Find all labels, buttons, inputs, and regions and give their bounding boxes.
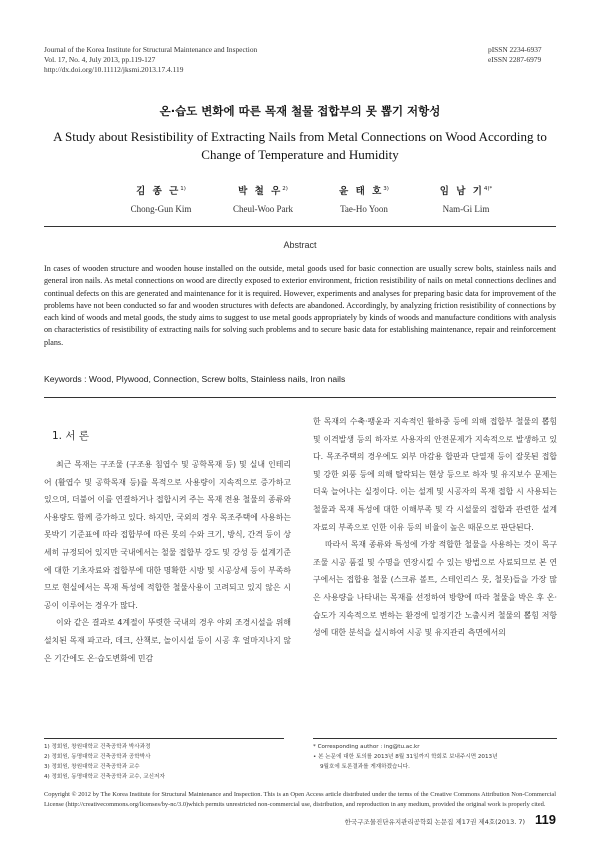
right-column [313,413,557,642]
footnote-rule-right [313,738,557,739]
author-3-en: Tae-Ho Yoon [340,204,388,214]
discussion-note-2: 9월호에 토론결과를 게재하겠습니다. [320,764,410,770]
author-3-ko: 윤 태 호 [339,186,384,197]
footnote-3: 3) 정회원, 창원대학교 건축공학과 교수 [44,764,140,770]
author-4-en: Nam-Gi Lim [442,204,490,214]
journal-name: Journal of the Korea Institute for Structural Maintenance and Inspection [44,45,258,54]
copyright-notice: Copyright © 2012 by The Korea Institute for Structural Maintenance and Inspection. This is an Open Access article distributed under the terms of the Creative Commons Attribution Non-Commercial License (http://creativecommons.org/licenses/by-nc/3.0)which permits unrestricted non-commercial use, distribution, and reproduction in any medium, provided the original work is properly cited. [44,791,556,808]
right-paragraph-2: 따라서 목재 종류와 특성에 가장 적합한 철물을 사용하는 것이 목구조물 시공 품질 및 수명을 연장시킬 수 있는 방법으로 사료되므로 본 연구에서는 접합용 철물 (스크류 볼트, 스테인리스 못, 철못)들을 가장 많은 사용량을 나타내는 목재를 선정하여 방향에 따라 철물을 박은 후 온·습도가 지속적으로 변하는 환경에 일정기간 노출시켜 철물의 뽑힘 저항성에 대한 분석을 실시하여 시공 및 유지관리 측면에서의 [313,540,557,638]
abstract-heading: Abstract [283,240,317,250]
footnotes-right [313,742,557,772]
author-1-ko: 김 종 근 [136,186,181,197]
author-2-ko: 박 철 우 [238,186,283,197]
author-1-en: Chong-Gun Kim [130,204,192,214]
footnote-1: 1) 정회원, 창원대학교 건축공학과 박사과정 [44,744,151,750]
author-2-en: Cheul-Woo Park [232,204,294,214]
author-4-ko: 임 남 기 [439,186,484,197]
journal-header [44,45,257,75]
left-paragraph-2: 이와 같은 결과로 4계절이 뚜렷한 국내의 경우 야외 조경시설을 위해 설치된 목재 파고라, 데크, 산책로, 놀이시설 등이 시공 후 얼마지나지 않은 기간에도 온·습도변화에 민감 [44,618,291,663]
issn-block [488,45,542,65]
title-english: A Study about Resistibility of Extracting Nails from Metal Connections on Wood According to Change of Temperature and Humidity [53,129,547,162]
left-paragraph-1: 최근 목재는 구조물 (구조용 침엽수 및 공학목재 등) 및 실내 인테리어 (활엽수 및 공학목재 등)를 목적으로 사용량이 지속적으로 증가하고 있으며, 더불어 이를 연결하거나 접합시켜 주는 목재 전용 철물의 종류와 사용량도 함께 증가하고 있다. 하지만, 국외의 경우 목조주택에 사용하는 못박기 기준표에 따라 접합부에 따른 못의 수와 크기, 방식, 간격 등이 상세히 규정되어 있지만 국내에서는 철물 접합부 강도 및 강성 등 설계기준에 대한 기초자료와 접합부에 대한 명확한 시방 및 시공상세 등이 부족하므로 현실에서는 목재 특성에 적합한 철물사용이 고려되고 있지 않은 시공이 이루어는 경우가 많다. [44,460,291,610]
right-paragraph-1: 한 목재의 수축·팽윤과 지속적인 활하중 등에 의해 접합부 철물의 뽑힘 및 이격발생 등의 하자로 사용자의 안전문제가 지속적으로 발생하고 있다. 목조주택의 경우에도 외부 마감용 합판과 단열재 등이 잘못된 접합 및 강한 외풍 등에 의해 탈락되는 현상 등으로 하자 및 유지보수 문제는 더욱 늘어나는 실정이다. 이는 설계 및 시공자의 목재 접합 시 사용되는 철물과 목재 특성에 대한 이해부족 및 각 시설물의 접합과 관련한 설계 자료의 부족으로 인한 이유 등의 비율이 높은 때문으로 판단된다. [313,417,557,532]
eissn: eISSN 2287-6979 [488,55,542,64]
author-2-sup: 2) [282,185,288,192]
author-1-sup: 1) [180,185,186,192]
journal-volume: Vol. 17, No. 4, July 2013, pp.119-127 [44,55,156,64]
abstract-bottom-rule [44,397,556,398]
pissn: pISSN 2234-6937 [488,45,542,54]
footnote-2: 2) 정회원, 동명대학교 건축공학과 공학박사 [44,754,151,760]
footnotes-left [44,742,284,782]
footer-journal: 한국구조물진단유지관리공학회 논문집 제17권 제4호(2013. 7) [344,818,526,826]
author-3-sup: 3) [383,185,389,192]
keywords: Keywords : Wood, Plywood, Connection, Screw bolts, Stainless nails, Iron nails [44,374,346,384]
footnote-4: 4) 정회원, 동명대학교 건축공학과 교수, 교신저자 [44,774,165,780]
page-footer [345,812,556,827]
doi-link[interactable]: http://dx.doi.org/10.11112/jksmi.2013.17.4.119 [44,65,184,74]
author-4 [406,183,526,214]
footnote-rule-left [44,738,284,739]
left-column [44,456,291,667]
abstract-top-rule [44,226,556,227]
author-4-sup: 4)* [483,185,493,192]
discussion-note-1: • 본 논문에 대한 토의를 2013년 8월 31일까지 학회로 보내주시면 2013년 [313,754,498,760]
page-number: 119 [535,812,556,827]
title-korean: 온·습도 변화에 따른 목재 철물 접합부의 못 뽑기 저항성 [159,104,441,118]
corresponding-author: * Corresponding author : ing@tu.ac.kr [313,744,420,750]
abstract-text: In cases of wooden structure and wooden house installed on the outside, metal goods used for basic connection are usually screw bolts, stainless nails and general iron nails. As metal connections on wood are directly exposed to exterior environment, friction resistibility of nails on metal connections declines and continual defects on this are generated and maintenance for it is required. However, experiments and analyses for preparing basic data for improvement of the problems have not been conducted so far and wooden structures with defects are abandoned. Accordingly, by analyzing friction resistibility of connections by each kind of woods and metal goods, the study aims to suggest to use metal goods appropriately by kinds of woods and manufacture conditions with analysis on characteristics of resistibility of extracting nails for solving such problems and to secure basic data for establishing maintenance, repair and reinforcement plans. [44,264,556,347]
section-1-title: 1. 서 론 [52,430,89,442]
